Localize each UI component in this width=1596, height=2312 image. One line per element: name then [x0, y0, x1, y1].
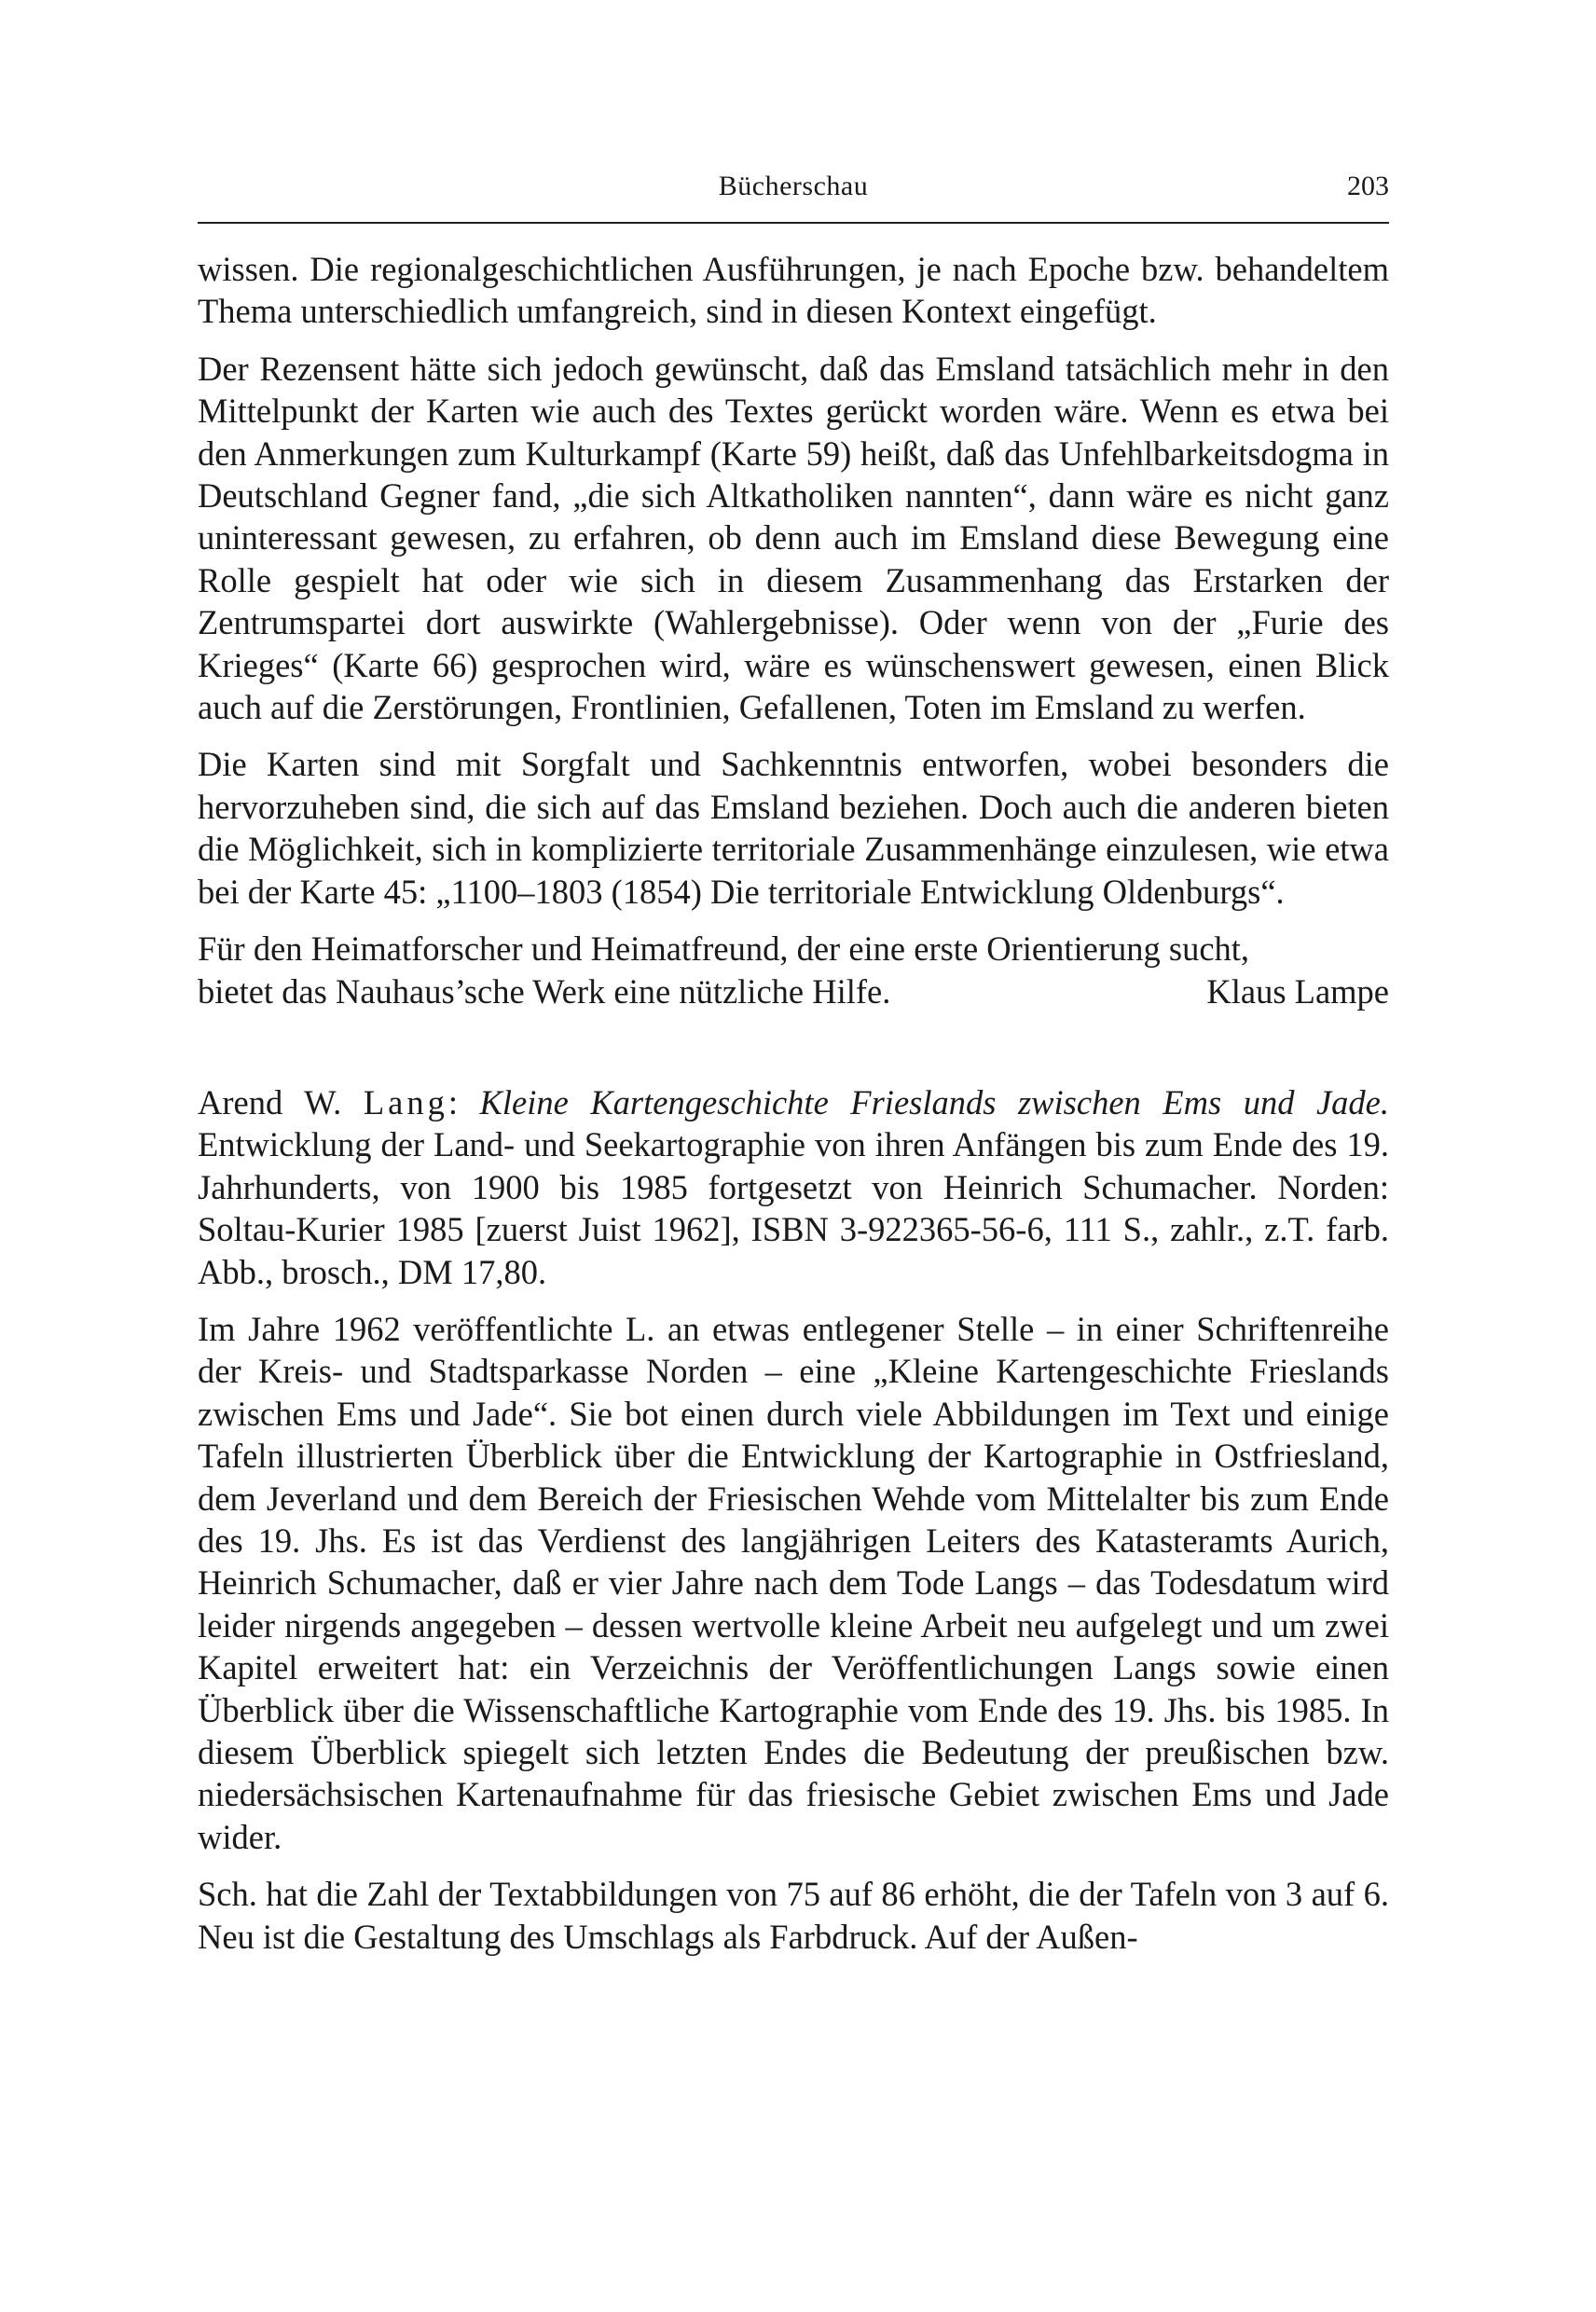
conclusion-line-2: bietet das Nauhaus’sche Werk eine nützliche Hilfe.	[198, 971, 891, 1011]
bib-colon: :	[447, 1082, 480, 1122]
paragraph-continuation: wissen. Die regionalgeschichtlichen Ausführungen, je nach Epoche bzw. behandeltem Thema unterschiedlich umfangreich, sind in diesen Kontext eingefügt.	[198, 250, 1389, 331]
book-author-prefix: Arend W.	[198, 1082, 342, 1122]
paragraph-conclusion	[198, 928, 1389, 1012]
bibliographic-entry	[198, 1081, 1389, 1293]
running-head	[198, 166, 1389, 207]
review2-paragraph-2: Sch. hat die Zahl der Textabbildungen von 75 auf 86 erhöht, die der Tafeln von 3 auf 6. Neu ist die Gestaltung des Umschlags als Farbdruck. Auf der Außen-	[198, 1875, 1389, 1956]
bib-details: Entwicklung der Land- und Seekartographie von ihren Anfängen bis zum Ende des 19. Jahrhunderts, von 1900 bis 1985 fortgesetzt von Heinrich Schumacher. Norden: Soltau-Kurier 1985 [zuerst Juist 1962], ISBN 3-922365-56-6, 111 S., zahlr., z.T. farb. Abb., brosch., DM 17,80.	[198, 1125, 1389, 1291]
review2-paragraph-1: Im Jahre 1962 veröffentlichte L. an etwas entlegener Stelle – in einer Schriftenreihe der Kreis- und Stadtsparkasse Norden – eine „Kleine Kartengeschichte Frieslands zwischen Ems und Jade“. Sie bot einen durch viele Abbildungen im Text und einige Tafeln illustrierten Überblick über die Entwicklung der Kartographie in Ostfriesland, dem Jeverland und dem Bereich der Friesischen Wehde vom Mittelalter bis zum Ende des 19. Jhs. Es ist das Verdienst des langjährigen Leiters des Katasteramts Aurich, Heinrich Schumacher, daß er vier Jahre nach dem Tode Langs – das Todesdatum wird leider nirgends angegeben – dessen wertvolle kleine Arbeit neu aufgelegt und um zwei Kapitel erweitert hat: ein Verzeichnis der Veröffentlichungen Langs sowie einen Überblick über die Wissenschaftliche Kartographie vom Ende des 19. Jhs. bis 1985. In diesem Überblick spiegelt sich letzten Endes die Bedeutung der preußischen bzw. niedersächsischen Kartenaufnahme für das friesische Gebiet zwischen Ems und Jade wider.	[198, 1309, 1389, 1856]
page-number: 203	[1347, 171, 1389, 201]
header-rule	[198, 222, 1389, 224]
running-head-title: Bücherschau	[718, 171, 869, 201]
reviewer-signature: Klaus Lampe	[1206, 971, 1389, 1011]
body-text	[198, 248, 1389, 1973]
section-gap	[198, 1027, 1389, 1081]
book-author-surname: Lang	[363, 1082, 448, 1122]
paragraph-maps: Die Karten sind mit Sorgfalt und Sachkenntnis entworfen, wobei besonders die hervorzuheben sind, die sich auf das Emsland beziehen. Doch auch die anderen bieten die Möglichkeit, sich in komplizierte territoriale Zusammenhänge einzulesen, wie etwa bei der Karte 45: „1100–1803 (1854) Die territoriale Entwicklung Oldenburgs“.	[198, 745, 1389, 911]
conclusion-signed-line	[198, 970, 1389, 1012]
paragraph-critique: Der Rezensent hätte sich jedoch gewünscht, daß das Emsland tatsächlich mehr in den Mittelpunkt der Karten wie auch des Textes gerückt worden wäre. Wenn es etwa bei den Anmerkungen zum Kulturkampf (Karte 59) heißt, daß das Unfehlbarkeitsdogma in Deutschland Gegner fand, „die sich Altkatholiken nannten“, dann wäre es nicht ganz uninteressant gewesen, zu erfahren, ob denn auch im Emsland diese Bewegung eine Rolle gespielt hat oder wie sich in diesem Zusammenhang das Erstarken der Zentrumspartei dort auswirkte (Wahlergebnisse). Oder wenn von der „Furie des Krieges“ (Karte 66) gesprochen wird, wäre es wünschenswert gewesen, einen Blick auch auf die Zerstörungen, Frontlinien, Gefallenen, Toten im Emsland zu werfen.	[198, 349, 1389, 727]
conclusion-line-1: Für den Heimatforscher und Heimatfreund, der eine erste Orientierung sucht,	[198, 929, 1250, 969]
book-title: Kleine Kartengeschichte Frieslands zwischen Ems und Jade.	[479, 1082, 1389, 1122]
